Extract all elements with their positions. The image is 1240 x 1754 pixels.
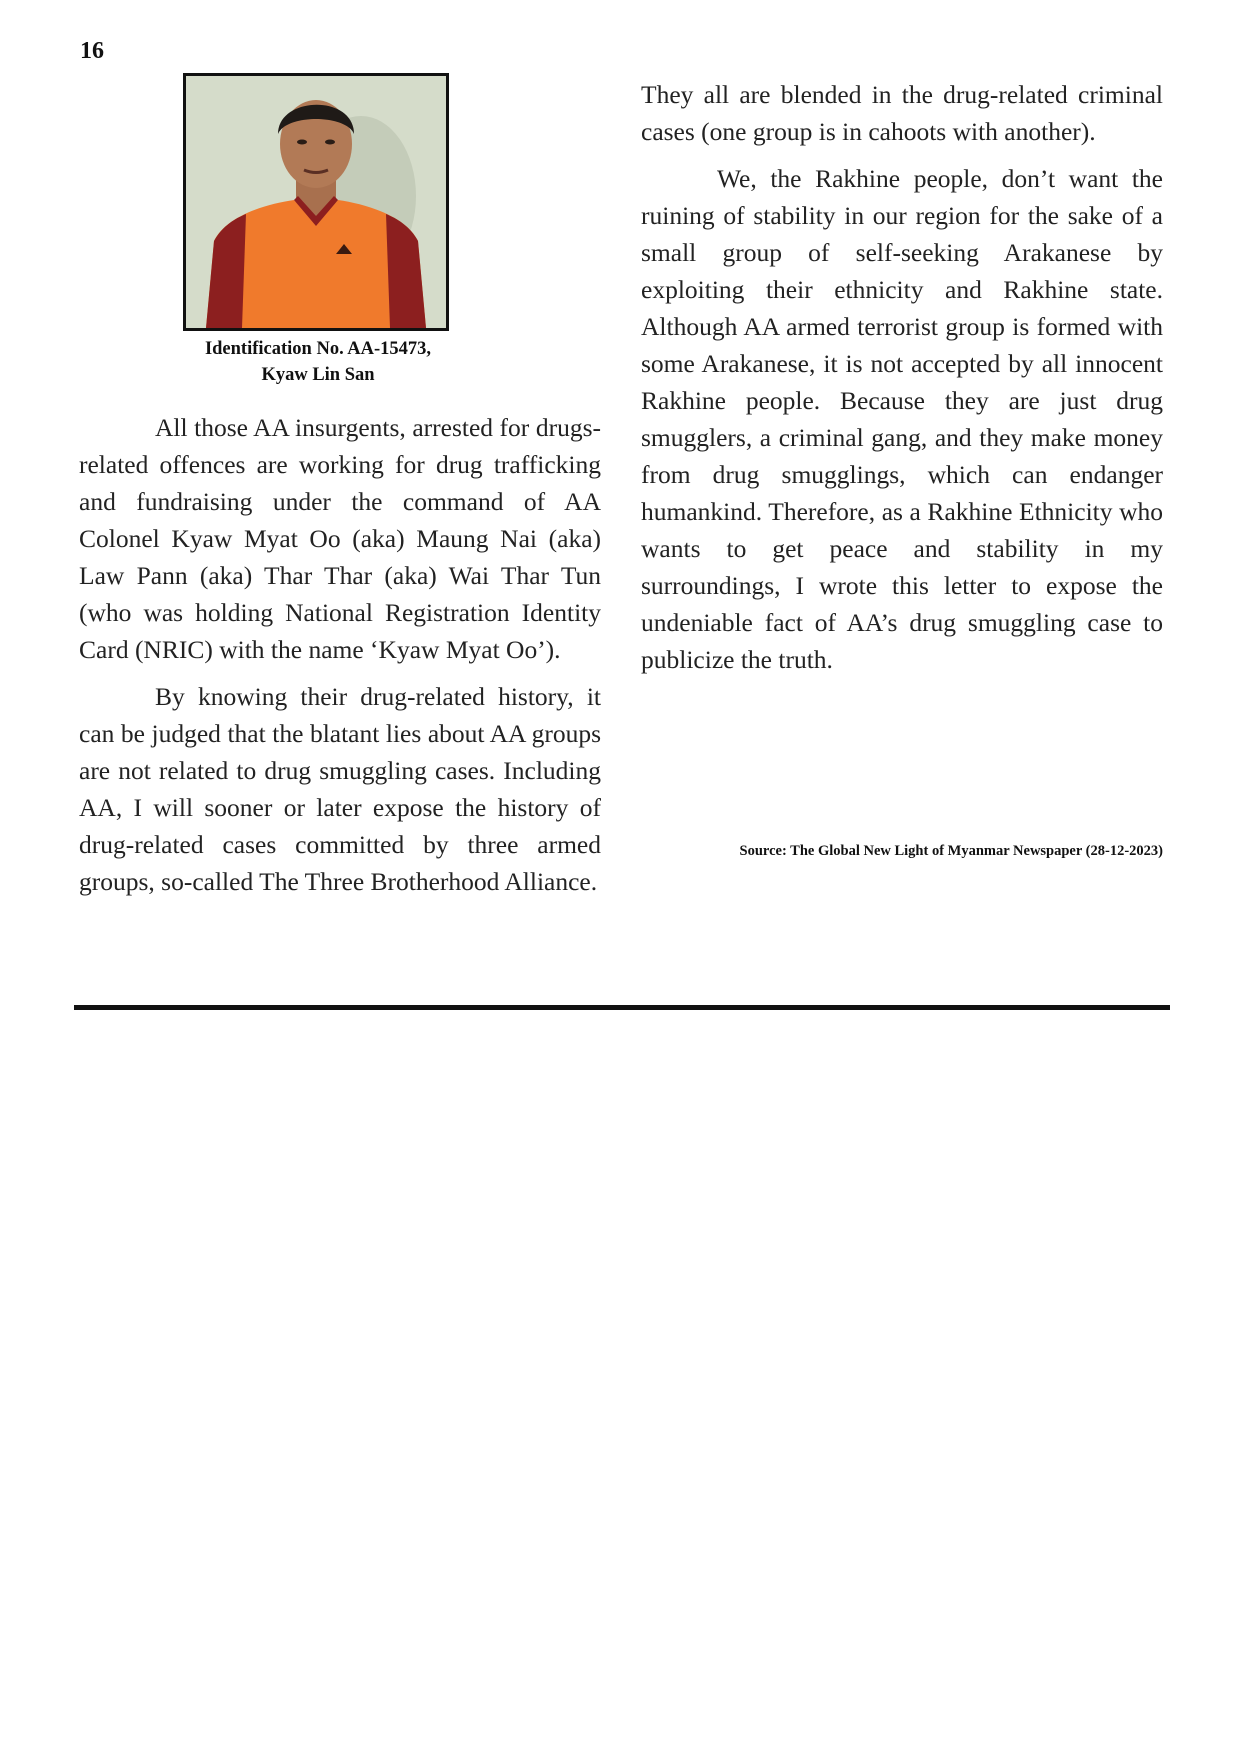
left-paragraph-1: All those AA insurgents, arrested for drugs-related offences are working for drug trafficking and fundraising under the command of AA Colonel Kyaw Myat Oo (aka) Maung Nai (aka) Law Pann (aka) Thar Thar (aka) Wai Thar Tun (who was holding National Registration Identity Card (NRIC) with the name ‘Kyaw Myat Oo’). [79,413,601,664]
left-paragraph-2: By knowing their drug-related history, it can be judged that the blatant lies about AA groups are not related to drug smuggling cases. Including AA, I will sooner or later expose the history of drug-related cases committed by three armed groups, so-called The Three Brotherhood Alliance. [79,682,601,896]
right-paragraph-1: They all are blended in the drug-related criminal cases (one group is in cahoots with another). [641,80,1163,146]
page-number: 16 [80,38,104,64]
caption-line-2: Kyaw Lin San [261,365,375,385]
source-citation: Source: The Global New Light of Myanmar Newspaper (28-12-2023) [739,843,1163,859]
section-divider [74,1005,1170,1010]
caption-line-1: Identification No. AA-15473, [204,339,432,359]
right-paragraph-2: We, the Rakhine people, don’t want the ruining of stability in our region for the sake of a small group of self-seeking Arakanese by exploiting their ethnicity and Rakhine state. Although AA armed terrorist group is formed with some Arakanese, it is not accepted by all innocent Rakhine people. Because they are just drug smugglers, a criminal gang, and they make money from drug smugglings, which can endanger humankind. Therefore, as a Rakhine Ethnicity who wants to get peace and stability in my surroundings, I wrote this letter to expose the undeniable fact of AA’s drug smuggling case to publicize the truth. [641,164,1163,674]
right-column [641,76,1163,688]
portrait-illustration [186,76,446,328]
left-column [79,409,601,910]
portrait-photo [183,73,449,331]
photo-caption [160,336,476,388]
